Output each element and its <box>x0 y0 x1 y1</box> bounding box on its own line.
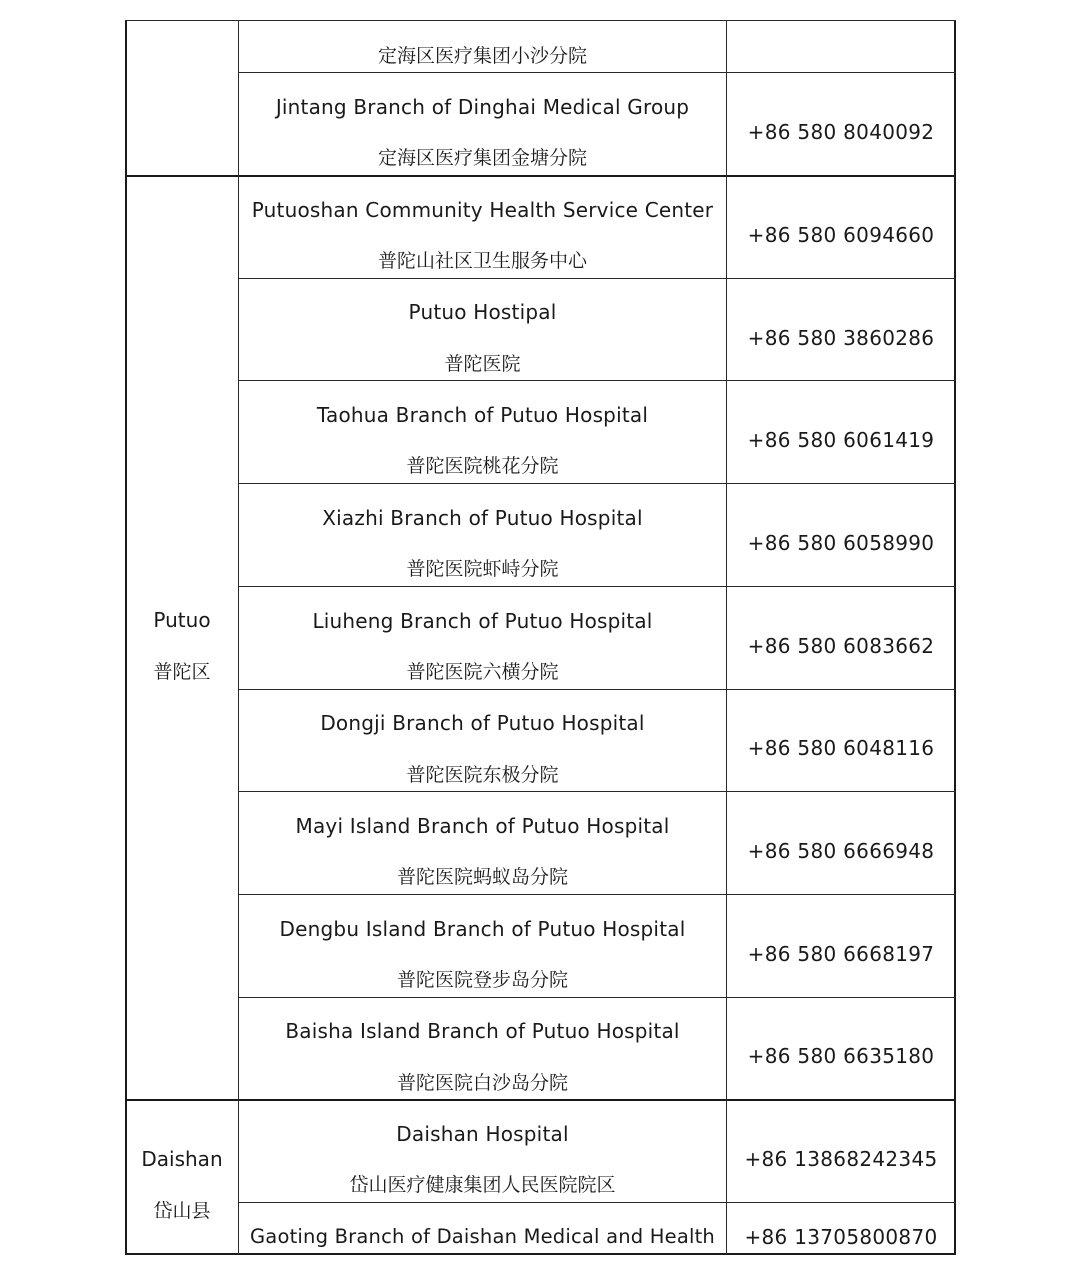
row-divider <box>238 1202 956 1203</box>
hospital-name-cn: 定海区医疗集团小沙分院 <box>377 45 587 67</box>
hospital-name-cn: 普陀医院东极分院 <box>406 764 559 786</box>
hospital-name-cn: 普陀医院桃花分院 <box>406 455 559 477</box>
hospital-name-cn: 普陀医院蚂蚁岛分院 <box>396 866 568 888</box>
phone-number: +86 580 6061419 <box>747 428 935 452</box>
district-name-en: Daishan <box>141 1147 223 1171</box>
row-divider <box>238 894 956 895</box>
district-name-cn: 普陀区 <box>153 661 211 683</box>
row-divider <box>238 791 956 792</box>
hospital-name-en: Xiazhi Branch of Putuo Hospital <box>322 506 643 530</box>
phone-number: +86 580 6058990 <box>747 531 935 555</box>
phone-number: +86 580 3860286 <box>747 326 935 350</box>
phone-number: +86 13868242345 <box>744 1147 938 1171</box>
hospital-name-en: Gaoting Branch of Daishan Medical and Health <box>250 1225 715 1248</box>
phone-number: +86 580 6048116 <box>747 736 935 760</box>
hospital-name-cn: 普陀医院六横分院 <box>406 661 559 683</box>
hospital-name-cn: 定海区医疗集团金塘分院 <box>377 147 587 169</box>
phone-number: +86 580 8040092 <box>747 120 935 144</box>
phone-number: +86 580 6094660 <box>747 223 935 247</box>
district-divider <box>125 175 956 177</box>
hospital-name-cn: 普陀医院登步岛分院 <box>396 969 568 991</box>
hospital-name-en: Taohua Branch of Putuo Hospital <box>316 403 649 427</box>
hospital-name-en: Baisha Island Branch of Putuo Hospital <box>285 1019 680 1043</box>
hospital-name-en: Dengbu Island Branch of Putuo Hospital <box>279 917 686 941</box>
row-divider <box>238 72 956 73</box>
hospital-name-en: Mayi Island Branch of Putuo Hospital <box>295 814 670 838</box>
district-divider <box>125 1099 956 1101</box>
hospital-name-en: Liuheng Branch of Putuo Hospital <box>312 609 653 633</box>
row-divider <box>238 586 956 587</box>
row-divider <box>238 278 956 279</box>
hospital-name-en: Dongji Branch of Putuo Hospital <box>320 711 645 735</box>
phone-number: +86 580 6635180 <box>747 1044 935 1068</box>
phone-number: +86 580 6668197 <box>747 942 935 966</box>
table-top-border <box>125 20 956 21</box>
hospital-name-cn: 普陀医院虾峙分院 <box>406 558 559 580</box>
hospital-name-en: Daishan Hospital <box>396 1122 569 1146</box>
district-name-en: Putuo <box>153 608 211 632</box>
hospital-name-cn: 普陀医院 <box>444 353 521 375</box>
hospital-name-en: Jintang Branch of Dinghai Medical Group <box>275 95 690 119</box>
hospital-name-en: Putuoshan Community Health Service Center <box>251 198 714 222</box>
hospital-name-cn: 岱山医疗健康集团人民医院院区 <box>349 1174 616 1196</box>
row-divider <box>238 689 956 690</box>
hospital-name-cn: 普陀山社区卫生服务中心 <box>377 250 587 272</box>
phone-number: +86 580 6666948 <box>747 839 935 863</box>
district-name-cn: 岱山县 <box>153 1200 211 1222</box>
hospital-name-en: Putuo Hostipal <box>408 300 557 324</box>
hospital-name-cn: 普陀医院白沙岛分院 <box>396 1072 568 1094</box>
row-divider <box>238 380 956 381</box>
row-divider <box>238 997 956 998</box>
phone-number: +86 13705800870 <box>744 1225 938 1249</box>
row-divider <box>238 483 956 484</box>
phone-number: +86 580 6083662 <box>747 634 935 658</box>
